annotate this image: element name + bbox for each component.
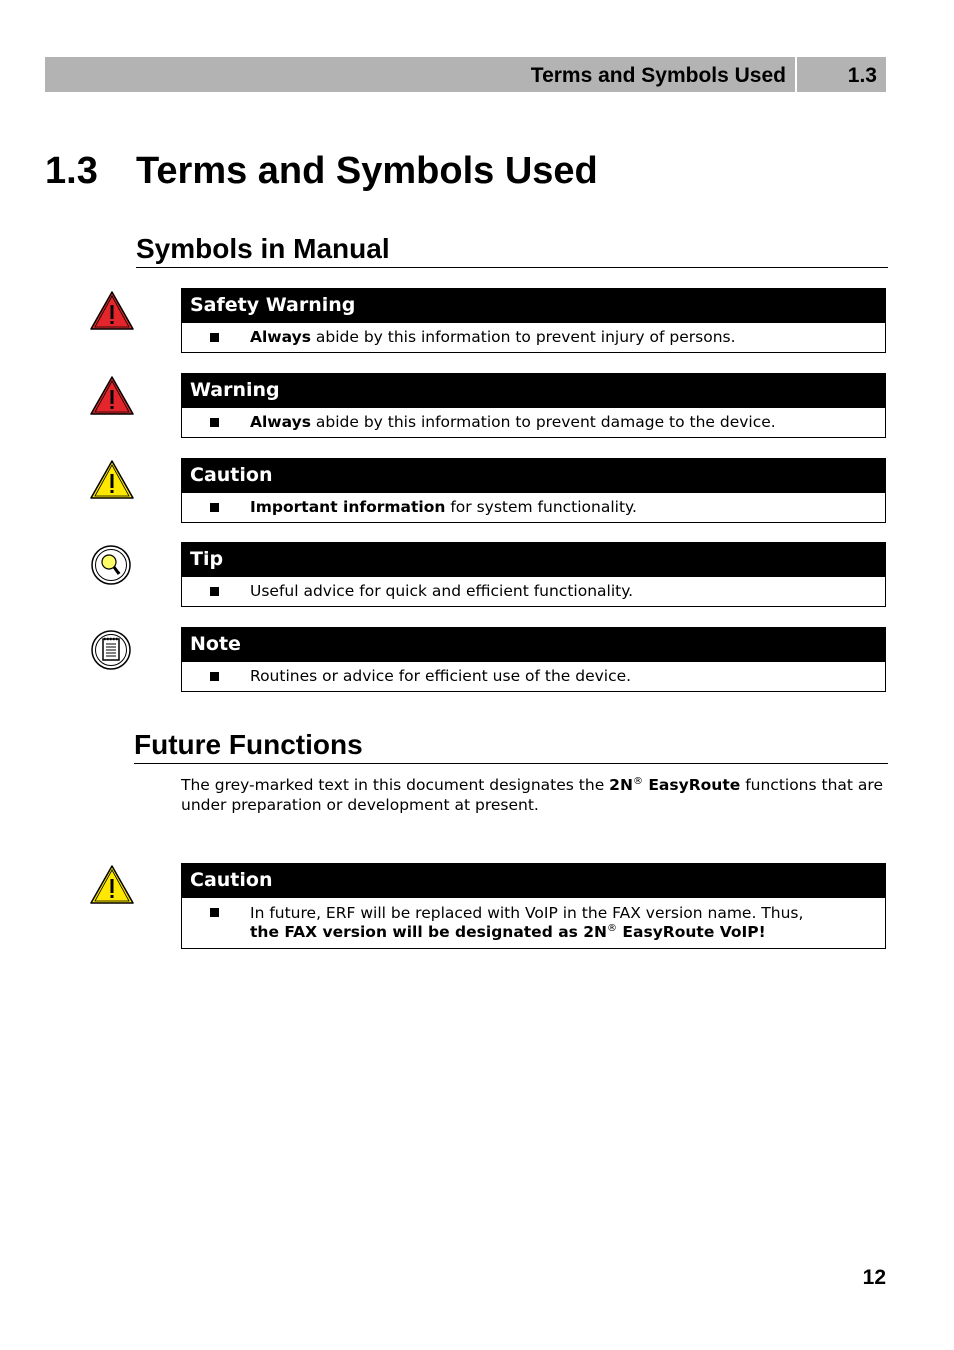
bullet-square-icon <box>210 418 219 427</box>
paragraph-text: functions that are under preparation or development at present. <box>181 776 883 814</box>
box-bold-text: Always <box>250 328 311 346</box>
bullet-square-icon <box>210 587 219 596</box>
bullet-square-icon <box>210 672 219 681</box>
note-notepad-icon <box>89 629 135 671</box>
registered-mark: ® <box>607 922 618 934</box>
box-bold-text: EasyRoute VoIP! <box>617 923 766 941</box>
caution-icon <box>89 459 135 501</box>
future-functions-paragraph <box>181 775 886 815</box>
paragraph-text: The grey-marked text in this document designates the <box>181 776 610 794</box>
safety-warning-box <box>181 288 886 353</box>
product-text: EasyRoute <box>642 776 741 794</box>
tip-lightbulb-icon <box>89 544 135 586</box>
caution-icon <box>89 864 135 906</box>
running-header-title: Terms and Symbols Used <box>530 64 786 87</box>
tip-box <box>181 542 886 607</box>
box-body <box>182 577 885 606</box>
box-text: Useful advice for quick and efficient functionality. <box>250 582 634 600</box>
box-body <box>182 493 885 522</box>
bullet-square-icon <box>210 908 219 917</box>
box-title: Tip <box>182 543 885 577</box>
safety-warning-icon <box>89 290 135 332</box>
box-title: Caution <box>182 864 885 898</box>
chapter-number: 1.3 <box>45 150 98 192</box>
warning-icon <box>89 375 135 417</box>
box-title: Safety Warning <box>182 289 885 323</box>
chapter-heading <box>45 150 598 193</box>
box-text: In future, ERF will be replaced with VoIP in the FAX version name. Thus, <box>250 904 804 922</box>
chapter-title: Terms and Symbols Used <box>136 150 598 192</box>
bullet-square-icon <box>210 503 219 512</box>
box-body <box>182 323 885 352</box>
box-text: abide by this information to prevent damage to the device. <box>310 413 776 431</box>
box-bold-text: Always <box>250 413 311 431</box>
box-title: Warning <box>182 374 885 408</box>
note-box <box>181 627 886 692</box>
box-body <box>182 408 885 437</box>
section-heading-symbols: Symbols in Manual <box>136 233 888 268</box>
box-text: Routines or advice for efficient use of the device. <box>250 667 632 685</box>
brand-text: 2N <box>609 776 633 794</box>
box-body <box>182 662 885 691</box>
box-title: Caution <box>182 459 885 493</box>
caution-box <box>181 458 886 523</box>
registered-mark: ® <box>632 775 643 787</box>
box-text: abide by this information to prevent injury of persons. <box>310 328 736 346</box>
box-bold-text: Important information <box>250 498 446 516</box>
bullet-square-icon <box>210 333 219 342</box>
running-header-number: 1.3 <box>847 64 877 87</box>
section-heading-future: Future Functions <box>134 729 888 764</box>
page-number: 12 <box>862 1266 886 1289</box>
box-text: for system functionality. <box>445 498 637 516</box>
box-body <box>182 898 885 948</box>
box-bold-text: the FAX version will be designated as 2N <box>250 923 608 941</box>
future-caution-box <box>181 863 886 949</box>
box-title: Note <box>182 628 885 662</box>
warning-box <box>181 373 886 438</box>
